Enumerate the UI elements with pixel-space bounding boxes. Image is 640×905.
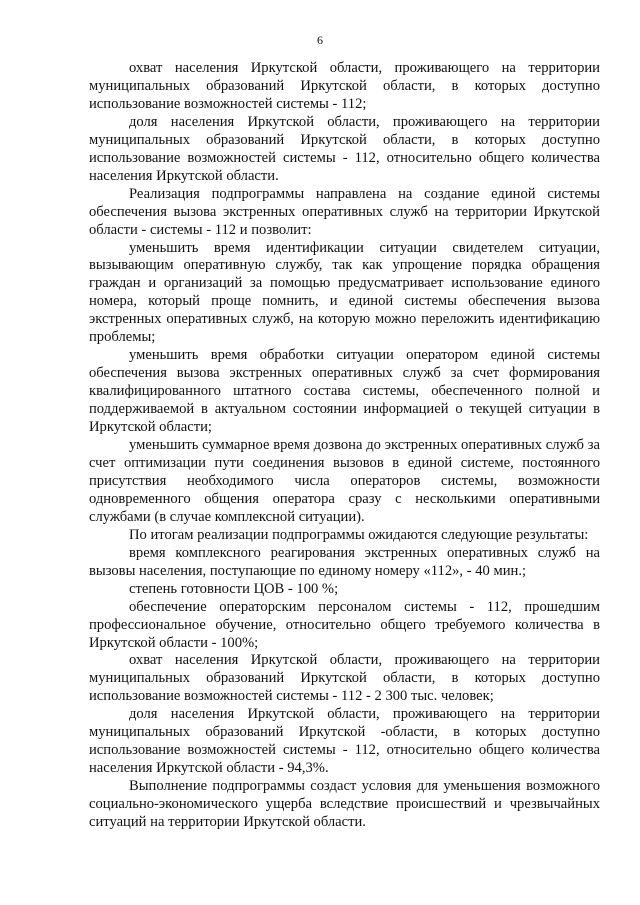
paragraph: охват населения Иркутской области, проживающего на территории муниципальных образований Иркутской области, в которых доступно использование возможностей системы - 112 - 2 300 тыс. человек; (89, 652, 600, 705)
paragraph: доля населения Иркутской области, проживающего на территории муниципальных образований Иркутской -области, в которых доступно использование возможностей системы - 112, относительно общего количества населения Иркутской области - 94,3%. (89, 706, 600, 777)
paragraph: Выполнение подпрограммы создаст условия для уменьшения возможного социально-экономического ущерба вследствие происшествий и чрезвычайных ситуаций на территории Иркутской области. (89, 778, 600, 831)
page-number: 6 (317, 33, 323, 47)
paragraph: Реализация подпрограммы направлена на создание единой системы обеспечения вызова экстренных оперативных служб на территории Иркутской области - системы - 112 и позволит: (89, 185, 600, 238)
paragraph: охват населения Иркутской области, проживающего на территории муниципальных образований Иркутской области, в которых доступно использование возможностей системы - 112; (89, 60, 600, 112)
paragraph: уменьшить суммарное время дозвона до экстренных оперативных служб за счет оптимизации пути соединения вызовов в единой системе, постоянного присутствия необходимого числа операторов системы, возможности одновременного общения оператора сразу с несколькими оперативными службами (в случае комплексной ситуации). (89, 437, 600, 525)
paragraph: уменьшить время идентификации ситуации свидетелем ситуации, вызывающим оперативную службу, так как упрощение порядка обращения граждан и организаций за помощью предусматривает использование единого номера, который проще помнить, и единой системы обеспечения вызова экстренных оперативных служб, на которую можно переложить идентификацию проблемы; (89, 239, 600, 346)
paragraph: По итогам реализации подпрограммы ожидаются следующие результаты: (129, 526, 589, 543)
paragraph: степень готовности ЦОВ - 100 %; (129, 580, 339, 597)
paragraph: доля населения Иркутской области, проживающего на территории муниципальных образований Иркутской области, в которых доступно использование возможностей системы - 112, относительно общего количества населения Иркутской области. (89, 113, 600, 184)
paragraph: время комплексного реагирования экстренных оперативных служб на вызовы населения, поступающие по единому номеру «112», - 40 мин.; (89, 544, 600, 579)
document-body (89, 60, 600, 832)
paragraph: обеспечение операторским персоналом системы - 112, прошедшим профессиональное обучение, относительно общего требуемого количества в Иркутской области - 100%; (89, 598, 600, 651)
paragraph: уменьшить время обработки ситуации оператором единой системы обеспечения вызова экстренных оперативных служб за счет формирования квалифицированного штатного состава системы, обеспеченного полной и поддерживаемой в актуальном состоянии информацией о текущей ситуации в Иркутской области; (89, 347, 600, 436)
